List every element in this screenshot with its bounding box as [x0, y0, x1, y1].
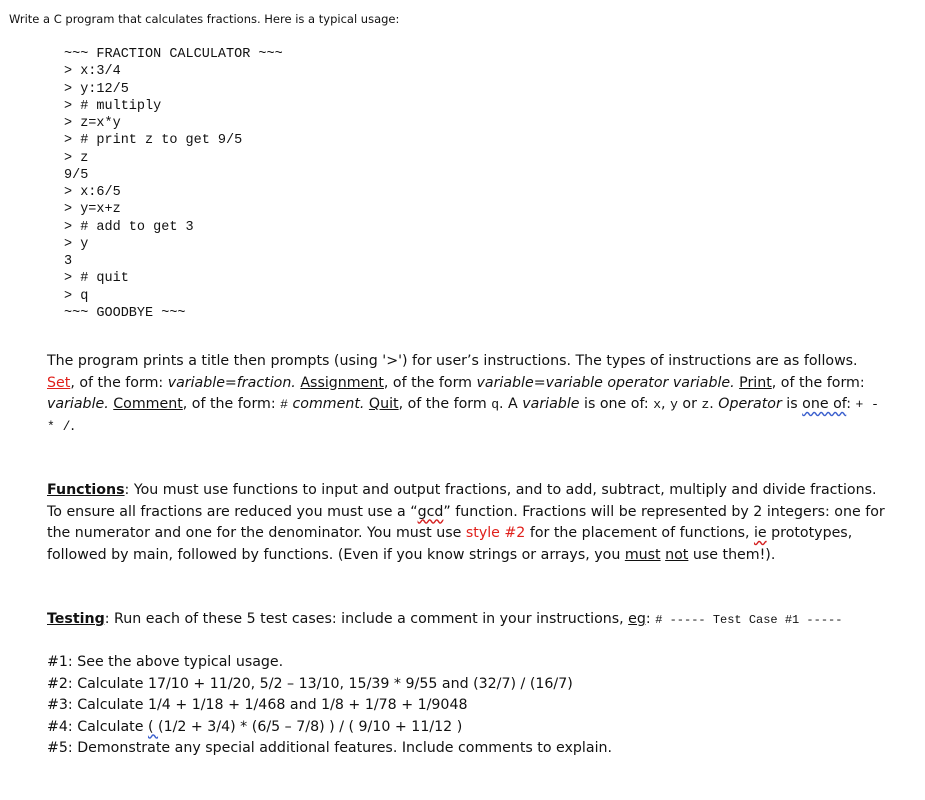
code-line: > # add to get 3 — [64, 219, 194, 235]
test-cases-list — [47, 652, 612, 760]
test-case-item: #1: See the above typical usage. — [47, 654, 284, 670]
code-line: > x:6/5 — [64, 185, 121, 200]
functions-heading: Functions — [47, 482, 125, 498]
operator-list: + - * / — [47, 397, 879, 434]
code-line: > # print z to get 9/5 — [64, 133, 243, 149]
code-line: ~~~ GOODBYE ~~~ — [64, 305, 186, 321]
gcd-term: gcd — [417, 503, 444, 520]
code-sample — [64, 46, 283, 322]
one-of-text: one of — [802, 396, 847, 412]
testing-paragraph: Testing: Run each of these 5 test cases: include a comment in your instructions, eg: # ----- Test Case #1 ----- — [47, 611, 843, 627]
code-line: > # quit — [64, 271, 129, 287]
ie-term: ie — [753, 525, 767, 541]
quit-term: Quit — [368, 396, 399, 412]
test-case-item: #2: Calculate 17/10 + 11/20, 5/2 – 13/10, 15/39 * 9/55 and (32/7) / (16/7) — [47, 675, 573, 692]
eg-term: eg — [628, 611, 646, 627]
testing-heading: Testing — [47, 611, 105, 627]
test-case-item: #3: Calculate 1/4 + 1/18 + 1/468 and 1/8 + 1/78 + 1/9048 — [47, 697, 468, 713]
code-line: 9/5 — [64, 167, 89, 183]
code-line: > x:3/4 — [64, 64, 121, 80]
functions-paragraph: Functions: You must use functions to input and output fractions, and to add, subtract, multiply and divide fractions. To ensure all fractions are reduced you must use a “gcd” function. Fractions will be represented by 2 integers: one for the numerator and one for the denominator. You must use style #2 for the placement of functions, ie prototypes, followed by main, followed by functions. (Even if you know strings or arrays, you must not use them!). — [47, 482, 885, 563]
instructions-paragraph: The program prints a title then prompts (using '>') for user’s instructions. The types of instructions are as follows. Set, of the form: variable=fraction. Assignment, of the form variable=variable operator variable. Print, of the form: variable. Comment, of the form: # comment. Quit, of the form q. A variable is one of: x, y or z. Operator is one of: + - * /. — [47, 353, 879, 434]
code-line: > y=x+z — [64, 202, 121, 218]
print-term: Print — [739, 374, 772, 391]
code-line: > y:12/5 — [64, 81, 129, 97]
comment-term: Comment — [113, 396, 183, 412]
test-case-item: #5: Demonstrate any special additional features. Include comments to explain. — [47, 740, 613, 756]
code-line: > z=x*y — [64, 116, 121, 131]
test-case-comment-example: # ----- Test Case #1 ----- — [655, 613, 843, 627]
set-term: Set — [47, 374, 71, 391]
code-line: > y — [64, 236, 89, 252]
assignment-term: Assignment — [300, 374, 384, 391]
intro-line: Write a C program that calculates fractions. Here is a typical usage: — [9, 12, 400, 26]
not-term: not — [665, 546, 689, 563]
code-line: > # multiply — [64, 98, 162, 114]
code-line: > q — [64, 288, 89, 304]
must-term: must — [624, 546, 661, 563]
code-line: 3 — [64, 254, 73, 269]
code-line: > z — [64, 150, 89, 166]
code-line: ~~~ FRACTION CALCULATOR ~~~ — [64, 47, 283, 62]
style-2-term: style #2 — [465, 525, 526, 541]
test-case-item: #4: Calculate ( (1/2 + 3/4) * (6/5 – 7/8) ) / ( 9/10 + 11/12 ) — [47, 718, 463, 735]
